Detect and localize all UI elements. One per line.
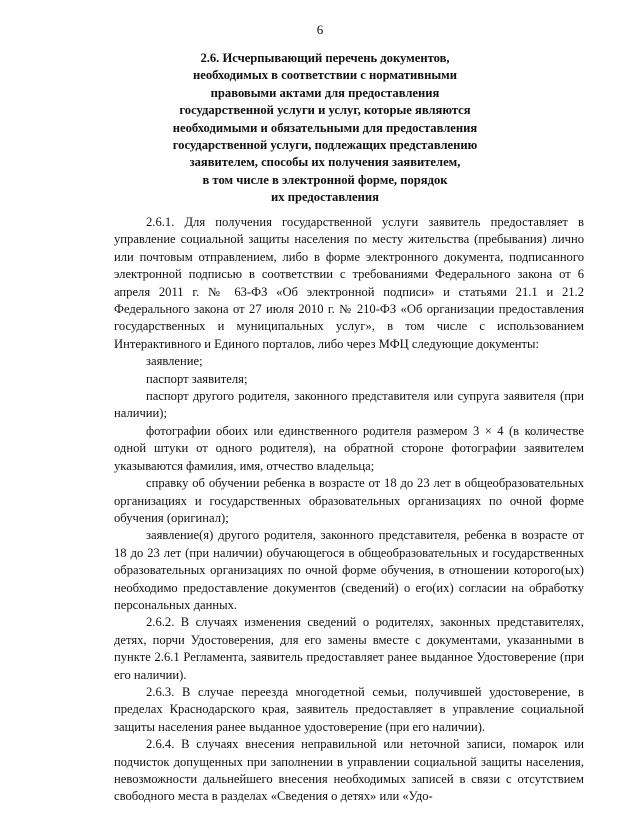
- section-heading: [150, 50, 500, 207]
- page-number: 6: [316, 22, 324, 37]
- heading-line: их предоставления: [271, 190, 379, 205]
- document-body: [114, 214, 584, 806]
- heading-line: необходимыми и обязательными для предоставления: [172, 120, 478, 135]
- paragraph-2-6-3: 2.6.3. В случае переезда многодетной семьи, получившей удостоверение, в пределах Краснодарского края, заявитель предоставляет в управление социальной защиты населения ранее выданное удостоверение (при его наличии).: [114, 684, 584, 734]
- list-item: паспорт заявителя;: [146, 371, 248, 386]
- paragraph-2-6-4: 2.6.4. В случаях внесения неправильной или неточной записи, помарок или подчисток допущенных при заполнении в управлении социальной защиты населения, невозможности дальнейшего внесения необходимых записей в связи с отсутствием свободного места в разделах «Сведения о детях» или «Удо-: [114, 737, 584, 804]
- paragraph-2-6-2: 2.6.2. В случаях изменения сведений о родителях, законных представителях, детях, порчи Удостоверения, для его замены вместе с документами, указанными в пункте 2.6.1 Регламента, заявитель предоставляет ранее выданное Удостоверение (при его наличии).: [114, 615, 584, 682]
- heading-line: 2.6. Исчерпывающий перечень документов,: [200, 51, 450, 65]
- heading-line: государственной услуги и услуг, которые являются: [179, 103, 471, 118]
- heading-line: в том числе в электронной форме, порядок: [202, 172, 448, 187]
- list-item: фотографии обоих или единственного родителя размером 3 × 4 (в количестве одной штуки от одного родителя), на обратной стороне фотографии заявителем указываются фамилия, имя, отчество владельца;: [114, 423, 584, 473]
- list-item: паспорт другого родителя, законного представителя или супруга заявителя (при наличии);: [114, 389, 584, 421]
- heading-line: необходимых в соответствии с нормативными: [192, 68, 458, 83]
- list-item: справку об обучении ребенка в возрасте от 18 до 23 лет в общеобразовательных организациях и государственных образовательных организациях по очной форме обучения (оригинал);: [114, 476, 584, 525]
- heading-line: государственной услуги, подлежащих представлению: [172, 138, 478, 153]
- heading-line: заявителем, способы их получения заявителем,: [189, 155, 461, 170]
- paragraph-2-6-1: 2.6.1. Для получения государственной услуги заявитель предоставляет в управление социальной защиты населения по месту жительства (пребывания) лично или почтовым отправлением, либо в форме электронного документа, подписанного электронной подписью в соответствии с требованиями Федерального закона от 6 апреля 2011 г. № 63-ФЗ «Об электронной подписи» и статьями 21.1 и 21.2 Федерального закона от 27 июля 2010 г. № 210-ФЗ «Об организации предоставления государственных и муниципальных услуг», в том числе с использованием Интерактивного и Единого порталов, либо через МФЦ следующие документы:: [114, 215, 584, 351]
- list-item: заявление;: [146, 354, 203, 369]
- list-item: заявление(я) другого родителя, законного представителя, ребенка в возрасте от 18 до 23 лет (при наличии) обучающегося в общеобразовательных и государственных образовательных организациях по очной форме обучения, в отношении которого(ых) необходимо предоставление документов (сведений) о его(их) согласии на обработку персональных данных.: [114, 528, 584, 612]
- heading-line: правовыми актами для предоставления: [210, 85, 440, 100]
